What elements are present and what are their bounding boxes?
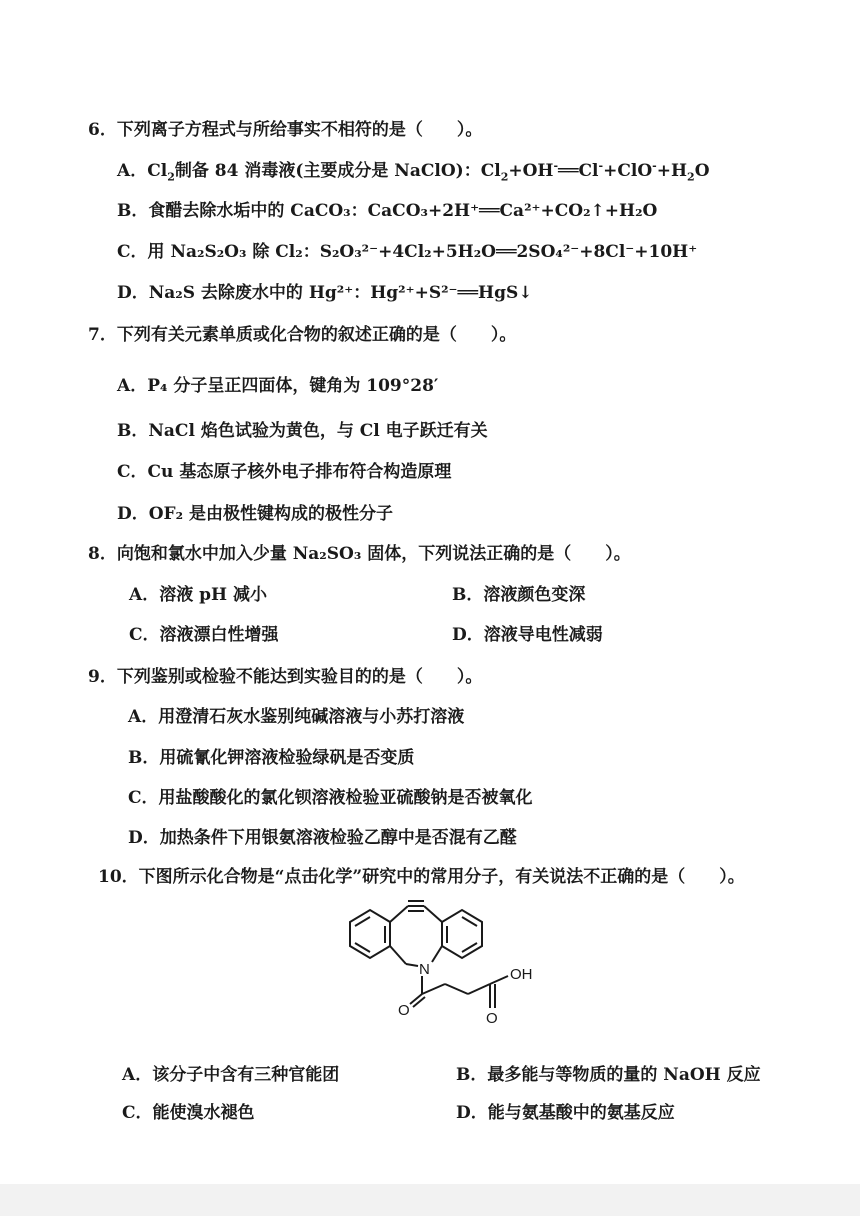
question-8-option-b: B．溶液颜色变深: [452, 585, 586, 605]
hydroxyl-label: OH: [510, 966, 533, 983]
question-10-option-d: D．能与氨基酸中的氨基反应: [456, 1103, 675, 1123]
question-9-option-b: B．用硫氰化钾溶液检验绿矾是否变质: [128, 748, 415, 768]
question-7-option-c: C．Cu 基态原子核外电子排布符合构造原理: [117, 462, 452, 482]
question-8-option-a: A．溶液 pH 减小: [129, 585, 267, 605]
question-10-option-c: C．能使溴水褪色: [122, 1103, 255, 1123]
question-9-stem: 9．下列鉴别或检验不能达到实验目的的是（ ）。: [88, 667, 483, 687]
question-7-option-b: B．NaCl 焰色试验为黄色，与 Cl 电子跃迁有关: [117, 421, 488, 441]
question-10-option-a: A．该分子中含有三种官能团: [122, 1065, 340, 1085]
question-6-option-c: C．用 Na₂S₂O₃ 除 Cl₂：S₂O₃²⁻+4Cl₂+5H₂O══2SO₄²⁻+8Cl⁻+10H⁺: [117, 242, 698, 262]
question-9-option-a: A．用澄清石灰水鉴别纯碱溶液与小苏打溶液: [128, 707, 465, 727]
question-7-option-d: D．OF₂ 是由极性键构成的极性分子: [117, 504, 393, 524]
question-6-option-a: A．$Cl_2$制备 84 消毒液(主要成分是 NaClO)：$Cl_2+OH^-══Cl^-+ClO^-+H_2O$: [117, 159, 710, 184]
molecule-structure-diagram: [330, 886, 550, 1026]
carbonyl-oxygen-label: O: [398, 1002, 410, 1019]
nitrogen-label: N: [419, 961, 430, 978]
question-7-option-a: A．P₄ 分子呈正四面体，键角为 109°28′: [117, 376, 439, 396]
question-8-stem: 8．向饱和氯水中加入少量 Na₂SO₃ 固体，下列说法正确的是（ ）。: [88, 544, 631, 564]
question-10-option-b: B．最多能与等物质的量的 NaOH 反应: [456, 1065, 761, 1085]
question-8-option-d: D．溶液导电性减弱: [452, 625, 603, 645]
question-6-option-d: D．Na₂S 去除废水中的 Hg²⁺：Hg²⁺+S²⁻══HgS↓: [117, 283, 533, 303]
question-10-stem: 10．下图所示化合物是“点击化学”研究中的常用分子，有关说法不正确的是（ ）。: [98, 867, 745, 887]
question-6-stem: 6．下列离子方程式与所给事实不相符的是（ ）。: [88, 120, 483, 140]
question-7-stem: 7．下列有关元素单质或化合物的叙述正确的是（ ）。: [88, 325, 517, 345]
carboxyl-oxygen-label: O: [486, 1010, 498, 1026]
question-6-option-b: B．食醋去除水垢中的 CaCO₃：CaCO₃+2H⁺══Ca²⁺+CO₂↑+H₂O: [117, 201, 658, 221]
question-8-option-c: C．溶液漂白性增强: [129, 625, 279, 645]
question-9-option-c: C．用盐酸酸化的氯化钡溶液检验亚硫酸钠是否被氧化: [128, 788, 533, 808]
page-bottom-edge: [0, 1184, 860, 1216]
question-9-option-d: D．加热条件下用银氨溶液检验乙醇中是否混有乙醛: [128, 828, 517, 848]
